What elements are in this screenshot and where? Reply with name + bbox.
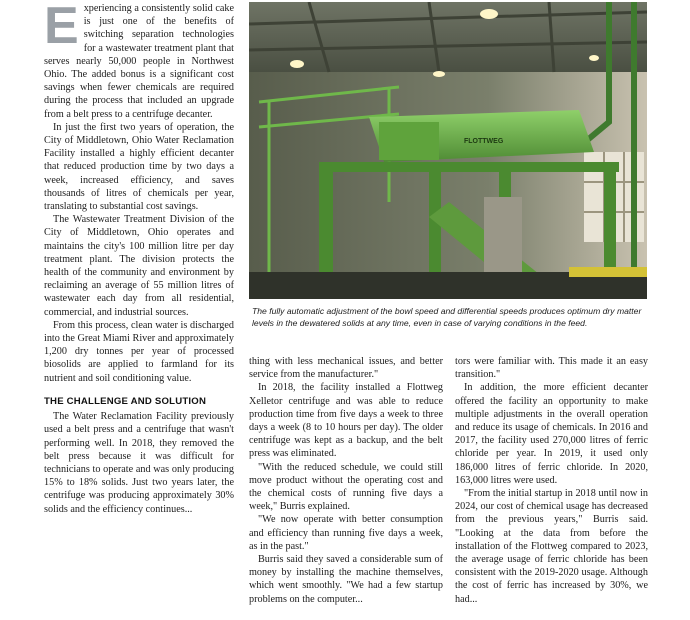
- drop-cap: E: [44, 2, 79, 55]
- body-paragraph: Burris said they saved a considerable sum of money by installing the machine themselves, which went smoothly. "We had a few startup problems on the computer...: [249, 554, 443, 605]
- body-paragraph: The Wastewater Treatment Division of the City of Middletown, Ohio operates and maintains the city's 100 million litre per day treatment plant. The division protects the health of the community and environment by reclaiming an average of 55 million litres of wastewater each day from all residential, commercial, and industrial sources.: [44, 214, 234, 318]
- body-paragraph: "From the initial startup in 2018 until now in 2024, our cost of chemical usage has decreased from the previous years," Burris said. "Looking at the data from before the installation of the Flottweg compared to 2023, the average usage of ferric chloride has been consistent with the 2019-2020 usage. Although the cost of ferric has increased by 30%, we had...: [455, 488, 648, 605]
- body-paragraph: thing with less mechanical issues, and better service from the manufacturer.": [249, 356, 443, 381]
- body-paragraph: From this process, clean water is discharged into the Great Miami River and approximately 1,200 dry tonnes per year of processed biosolids are applied to farmland for its nutrient and soil conditioning value.: [44, 319, 234, 384]
- article-column-1: [44, 2, 234, 620]
- intro-text: xperiencing a consistently solid cake is just one of the benefits of switching separation technologies for a wastewater treatment plant that serves nearly 50,000 people in Northwest Ohio. The added bonus is a significant cost savings when fewer chemicals are required during the process that included an upgrade from a belt press to a centrifuge decanter.: [44, 3, 234, 120]
- article-photo: [249, 2, 647, 299]
- body-paragraph: "We now operate with better consumption and efficiency than running five days a week, as in the past.": [249, 514, 443, 552]
- body-paragraph: In just the first two years of operation, the City of Middletown, Ohio Water Reclamation Facility installed a highly efficient decanter that reduced production time by two days a week, increased efficiency, and saves thousands of litres of chemicals per year, translating to substantial cost savings.: [44, 121, 234, 213]
- body-paragraph: "With the reduced schedule, we could still move product without the operating cost and the chemical costs of running five days a week," Burris explained.: [249, 461, 443, 513]
- intro-paragraph: [44, 2, 234, 121]
- article-column-3: [455, 355, 648, 620]
- body-paragraph: In 2018, the facility installed a Flottweg Xelletor centrifuge and was able to reduce production time from five days a week to three days a week (8 to 10 hours per day). The older centrifuge was kept as a backup, and the belt press was eliminated.: [249, 382, 443, 460]
- machine-label: FLOTTWEG: [464, 138, 504, 145]
- body-paragraph: tors were familiar with. This made it an easy transition.": [455, 356, 648, 381]
- centrifuge-facility-illustration: [249, 2, 647, 299]
- body-paragraph: The Water Reclamation Facility previously used a belt press and a centrifuge that wasn't performing well. In 2018, they removed the belt press because it was difficult for technicians to operate and was only producing 15% to 18% solids. Just two years later, the centrifuge was producing approximately 30% solids and the efficiency continues...: [44, 411, 234, 515]
- photo-caption: The fully automatic adjustment of the bowl speed and differential speeds produces optimum dry matter levels in the dewatered solids at any time, even in case of varying conditions in the feed.: [252, 306, 642, 328]
- body-paragraph: In addition, the more efficient decanter offered the facility an opportunity to make multiple adjustments in the overall operation and reduce its usage of chemicals. In 2016 and 2017, the facility used 270,000 litres of ferric chloride per year. In 2019, it used only 186,000 litres of ferric chloride. In 2020, 163,000 litres were used.: [455, 382, 648, 486]
- article-column-2: [249, 355, 443, 620]
- section-heading: THE CHALLENGE AND SOLUTION: [44, 395, 207, 407]
